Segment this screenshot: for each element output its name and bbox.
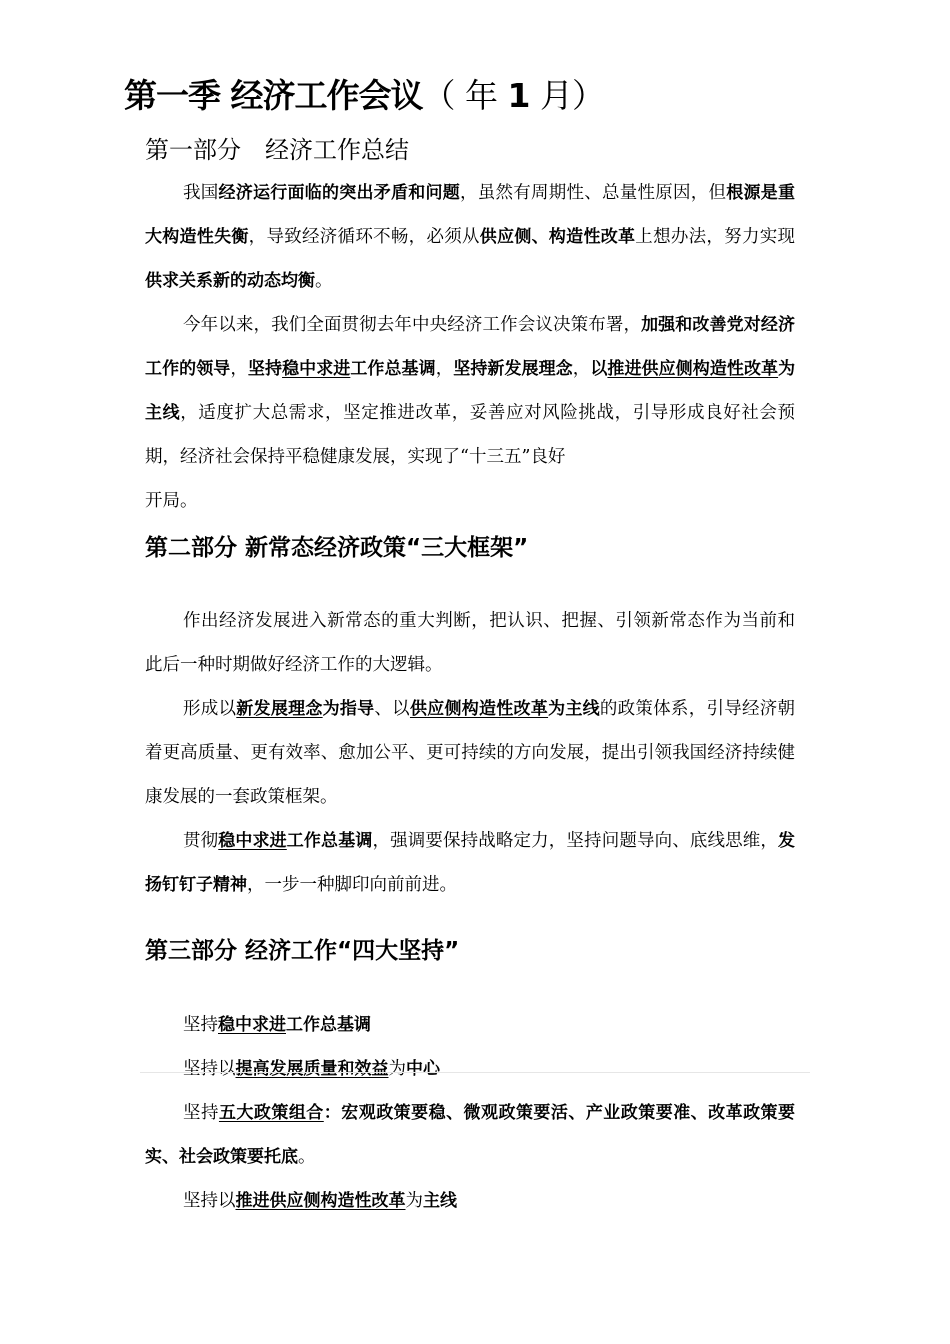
title-text: 第一季 经济工作会议 <box>124 76 423 115</box>
title-month: 月） <box>539 76 604 115</box>
title-month-number: 1 <box>507 76 530 115</box>
section-heading-part2: 第二部分 新常态经济政策“三大框架” <box>145 535 529 561</box>
paragraph-part2-1: 作出经济发展进入新常态的重大判断，把认识、把握、引领新常态作为当前和此后一种时期做好经济工作的大逻辑。 <box>145 611 795 675</box>
title-year: 年 <box>465 76 497 115</box>
list-item-adhere-4: 坚持以推进供应侧构造性改革为主线 <box>183 1191 457 1211</box>
section-heading-part1: 第一部分 经济工作总结 <box>145 136 409 164</box>
paragraph-part2-3: 贯彻稳中求进工作总基调，强调要保持战略定力，坚持问题导向、底线思维，发扬钉钉子精神，一步一种脚印向前前进。 <box>145 831 796 895</box>
list-item-adhere-3: 坚持五大政策组合：宏观政策要稳、微观政策要活、产业政策要准、改革政策要实、社会政策要托底。 <box>145 1103 796 1167</box>
page-title <box>124 72 604 120</box>
section-heading-part3: 第三部分 经济工作“四大坚持” <box>145 938 460 964</box>
list-item-adhere-2: 坚持以提高发展质量和效益为中心 <box>183 1059 440 1079</box>
title-paren: （ <box>422 76 455 115</box>
paragraph-part1-1: 我国经济运行面临的突出矛盾和问题，虽然有周期性、总量性原因，但根源是重大构造性失衡，导致经济循环不畅，必须从供应侧、构造性改革上想办法，努力实现供求关系新的动态均衡。 <box>145 183 796 291</box>
divider-line <box>140 1072 810 1073</box>
list-item-adhere-1: 坚持稳中求进工作总基调 <box>183 1015 371 1035</box>
paragraph-part1-2: 今年以来，我们全面贯彻去年中央经济工作会议决策布署，加强和改善党对经济工作的领导，坚持稳中求进工作总基调，坚持新发展理念，以推进供应侧构造性改革为主线，适度扩大总需求，坚定推进改革，妥善应对风险挑战，引导形成良好社会预期，经济社会保持平稳健康发展，实现了“十三五”良好 开局。 <box>145 315 796 511</box>
paragraph-part2-2: 形成以新发展理念为指导、以供应侧构造性改革为主线的政策体系，引导经济朝着更高质量、更有效率、愈加公平、更可持续的方向发展，提出引领我国经济持续健康发展的一套政策框架。 <box>145 699 796 807</box>
